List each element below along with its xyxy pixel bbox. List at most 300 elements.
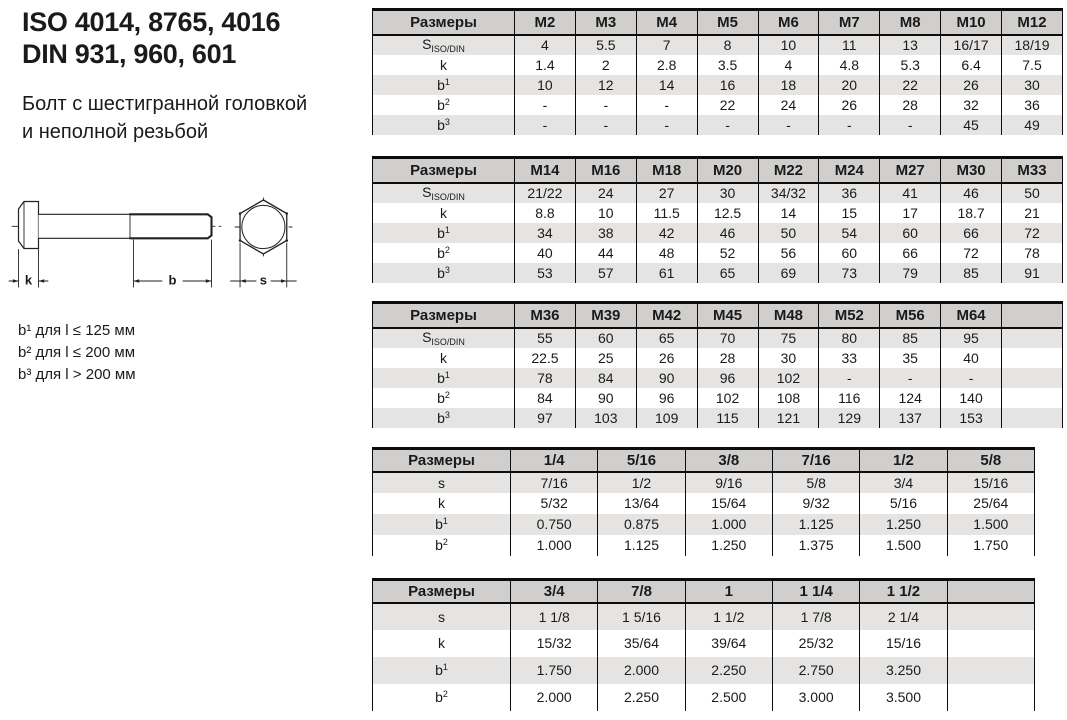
column-header: M42 — [636, 303, 697, 328]
column-header: M7 — [819, 10, 880, 35]
row-label: k — [373, 203, 515, 223]
table-cell: 0.750 — [511, 514, 598, 535]
column-header: M5 — [697, 10, 758, 35]
column-header: 5/8 — [947, 449, 1034, 472]
table-cell: 1.000 — [685, 514, 772, 535]
column-header: 1 — [685, 580, 772, 603]
table-cell: 25/64 — [947, 493, 1034, 514]
table-cell: 7 — [636, 35, 697, 55]
table-cell: 1.375 — [772, 535, 859, 556]
header-row — [373, 580, 1035, 603]
table-cell: 5/32 — [511, 493, 598, 514]
title-din: DIN 931, 960, 601 — [22, 39, 237, 69]
table-cell: 121 — [758, 408, 819, 428]
table-cell — [947, 657, 1034, 684]
table-cell — [1002, 348, 1063, 368]
table-cell: 91 — [1002, 263, 1063, 283]
table-cell: 11.5 — [636, 203, 697, 223]
table-cell: 55 — [515, 328, 576, 348]
table-cell: 2.250 — [685, 657, 772, 684]
row-label: $b^1$ — [373, 368, 515, 388]
table-cell: 30 — [697, 183, 758, 203]
table-cell: - — [697, 115, 758, 135]
table-cell: 18.7 — [941, 203, 1002, 223]
table-cell: 17 — [880, 203, 941, 223]
header-row — [373, 303, 1063, 328]
table-cell: 48 — [636, 243, 697, 263]
column-header — [1002, 303, 1063, 328]
table-cell: 16/17 — [941, 35, 1002, 55]
table-cell: - — [880, 368, 941, 388]
table-cell: 18/19 — [1002, 35, 1063, 55]
row-label: $b^3$ — [373, 408, 515, 428]
table-cell: - — [575, 95, 636, 115]
table-cell: 75 — [758, 328, 819, 348]
table-cell: 33 — [819, 348, 880, 368]
table-cell: 3.250 — [860, 657, 947, 684]
table-cell: 10 — [575, 203, 636, 223]
table-cell: 8 — [697, 35, 758, 55]
table-row — [373, 95, 1063, 115]
column-header: M20 — [697, 158, 758, 183]
table-cell: 1/2 — [598, 472, 685, 493]
table-cell: 80 — [819, 328, 880, 348]
row-label: $b^1$ — [373, 75, 515, 95]
table-cell: 69 — [758, 263, 819, 283]
table-cell: 65 — [697, 263, 758, 283]
row-label: k — [373, 55, 515, 75]
row-label: $b^2$ — [373, 684, 511, 711]
table-cell: 102 — [758, 368, 819, 388]
table-cell: 70 — [697, 328, 758, 348]
row-label: $b^2$ — [373, 95, 515, 115]
column-header: M33 — [1002, 158, 1063, 183]
table-cell: 102 — [697, 388, 758, 408]
table-cell: 95 — [941, 328, 1002, 348]
table-cell: 153 — [941, 408, 1002, 428]
table-row — [373, 603, 1035, 630]
table-cell — [1002, 368, 1063, 388]
table-cell: - — [636, 95, 697, 115]
table-cell: 21 — [1002, 203, 1063, 223]
table-cell: 34 — [515, 223, 576, 243]
column-header: M27 — [880, 158, 941, 183]
table-cell: 84 — [515, 388, 576, 408]
table-metric-m14-m33 — [372, 156, 1063, 283]
row-label-header: Размеры — [373, 580, 511, 603]
table-cell: 4.8 — [819, 55, 880, 75]
column-header: M3 — [575, 10, 636, 35]
table-cell: 97 — [515, 408, 576, 428]
table-cell: 1.750 — [511, 657, 598, 684]
table-cell: 66 — [880, 243, 941, 263]
row-label: s — [373, 603, 511, 630]
column-header: M39 — [575, 303, 636, 328]
column-header: M64 — [941, 303, 1002, 328]
table-cell: 26 — [819, 95, 880, 115]
table-cell: 35 — [880, 348, 941, 368]
column-header: 1 1/2 — [860, 580, 947, 603]
table-cell — [1002, 328, 1063, 348]
table-cell: 6.4 — [941, 55, 1002, 75]
table-cell: 53 — [515, 263, 576, 283]
table-cell: 78 — [515, 368, 576, 388]
table-cell: 85 — [880, 328, 941, 348]
table-cell: 78 — [1002, 243, 1063, 263]
table-row — [373, 263, 1063, 283]
table-cell: 18 — [758, 75, 819, 95]
table-cell: 30 — [758, 348, 819, 368]
table-metric-m2-m12 — [372, 8, 1063, 135]
table-cell: 1.125 — [598, 535, 685, 556]
table-cell: 15/16 — [860, 630, 947, 657]
footnote-b2: b² для l ≤ 200 мм — [18, 344, 136, 361]
column-header: M48 — [758, 303, 819, 328]
table-inch-three-quarters-to-one-and-half — [372, 578, 1035, 711]
table-cell: 22 — [697, 95, 758, 115]
column-header: 1 1/4 — [772, 580, 859, 603]
table-row — [373, 408, 1063, 428]
table-cell: 16 — [697, 75, 758, 95]
table-cell: 109 — [636, 408, 697, 428]
table-cell: 72 — [1002, 223, 1063, 243]
table-cell: 45 — [941, 115, 1002, 135]
table-cell: 15/64 — [685, 493, 772, 514]
table-cell: 54 — [819, 223, 880, 243]
column-header: M56 — [880, 303, 941, 328]
table-cell: 85 — [941, 263, 1002, 283]
table-cell: 90 — [636, 368, 697, 388]
table-cell: 25/32 — [772, 630, 859, 657]
table-cell: 44 — [575, 243, 636, 263]
table-cell: 1.500 — [947, 514, 1034, 535]
table-cell: 35/64 — [598, 630, 685, 657]
column-header: M36 — [515, 303, 576, 328]
table-cell: 12.5 — [697, 203, 758, 223]
table-cell: 1 1/8 — [511, 603, 598, 630]
header-row — [373, 158, 1063, 183]
table-cell: 108 — [758, 388, 819, 408]
table-cell — [1002, 408, 1063, 428]
table-cell: 0.875 — [598, 514, 685, 535]
table-row — [373, 514, 1035, 535]
column-header: M4 — [636, 10, 697, 35]
table-cell: 41 — [880, 183, 941, 203]
table-cell: - — [515, 95, 576, 115]
table-cell: 73 — [819, 263, 880, 283]
table-cell: 15 — [819, 203, 880, 223]
table-cell: 116 — [819, 388, 880, 408]
table-cell: 2 — [575, 55, 636, 75]
table-cell: 137 — [880, 408, 941, 428]
table-cell: - — [880, 115, 941, 135]
column-header: M10 — [941, 10, 1002, 35]
table-cell: 2.500 — [685, 684, 772, 711]
column-header: M8 — [880, 10, 941, 35]
row-label-header: Размеры — [373, 10, 515, 35]
table-cell: 1.125 — [772, 514, 859, 535]
table-cell: 28 — [697, 348, 758, 368]
header-row — [373, 449, 1035, 472]
row-label: $b^2$ — [373, 388, 515, 408]
table-cell: 96 — [697, 368, 758, 388]
row-label-header: Размеры — [373, 158, 515, 183]
row-label: $b^1$ — [373, 657, 511, 684]
subtitle-line1: Болт с шестигранной головкой — [22, 93, 308, 115]
column-header: M2 — [515, 10, 576, 35]
column-header: M30 — [941, 158, 1002, 183]
table-cell: 40 — [515, 243, 576, 263]
table-cell: 66 — [941, 223, 1002, 243]
table-cell: 28 — [880, 95, 941, 115]
column-header: 7/16 — [772, 449, 859, 472]
table-cell: - — [515, 115, 576, 135]
table-cell: 1 5/16 — [598, 603, 685, 630]
column-header: 5/16 — [598, 449, 685, 472]
column-header: M16 — [575, 158, 636, 183]
row-label: $b^2$ — [373, 243, 515, 263]
column-header: M18 — [636, 158, 697, 183]
table-cell: - — [819, 115, 880, 135]
table-cell: 14 — [636, 75, 697, 95]
table-cell: - — [941, 368, 1002, 388]
table-cell: 26 — [941, 75, 1002, 95]
table-cell: 79 — [880, 263, 941, 283]
table-row — [373, 657, 1035, 684]
column-header: M6 — [758, 10, 819, 35]
table-cell: 27 — [636, 183, 697, 203]
table-metric-m36-m64 — [372, 301, 1063, 428]
table-cell: 1.500 — [860, 535, 947, 556]
table-cell: 140 — [941, 388, 1002, 408]
column-header: 1/2 — [860, 449, 947, 472]
column-header: M12 — [1002, 10, 1063, 35]
table-cell: 50 — [758, 223, 819, 243]
table-cell: 15/32 — [511, 630, 598, 657]
table-cell: 20 — [819, 75, 880, 95]
table-cell: 24 — [575, 183, 636, 203]
row-label: k — [373, 493, 511, 514]
table-row — [373, 115, 1063, 135]
column-header: 7/8 — [598, 580, 685, 603]
dimension-b — [134, 240, 212, 288]
footnote-b1: b¹ для l ≤ 125 мм — [18, 322, 136, 339]
header-row — [373, 10, 1063, 35]
table-cell: 50 — [1002, 183, 1063, 203]
row-label: $b^2$ — [373, 535, 511, 556]
table-cell: 1.250 — [685, 535, 772, 556]
table-row — [373, 223, 1063, 243]
table-cell: 30 — [1002, 75, 1063, 95]
table-row — [373, 535, 1035, 556]
table-cell: 2.250 — [598, 684, 685, 711]
column-header: M24 — [819, 158, 880, 183]
table-cell: 14 — [758, 203, 819, 223]
row-label: k — [373, 630, 511, 657]
table-cell: 13/64 — [598, 493, 685, 514]
table-cell: 46 — [941, 183, 1002, 203]
table-cell: 24 — [758, 95, 819, 115]
table-row — [373, 348, 1063, 368]
table-cell: 2.000 — [598, 657, 685, 684]
page-subtitle — [22, 90, 307, 146]
table-cell: 2 1/4 — [860, 603, 947, 630]
table-cell: 11 — [819, 35, 880, 55]
table-cell: 3/4 — [860, 472, 947, 493]
column-header: M14 — [515, 158, 576, 183]
page-title — [22, 6, 280, 70]
table-row — [373, 493, 1035, 514]
table-row — [373, 183, 1063, 203]
table-cell: 15/16 — [947, 472, 1034, 493]
bolt-diagram — [8, 190, 308, 305]
subtitle-line2: и неполной резьбой — [22, 121, 209, 143]
table-cell: 40 — [941, 348, 1002, 368]
row-label: $b^3$ — [373, 263, 515, 283]
table-cell: 32 — [941, 95, 1002, 115]
table-cell — [947, 684, 1034, 711]
table-cell: 34/32 — [758, 183, 819, 203]
table-cell: 8.8 — [515, 203, 576, 223]
table-cell: 1.000 — [511, 535, 598, 556]
row-label: $b^1$ — [373, 223, 515, 243]
row-label: k — [373, 348, 515, 368]
column-header: M45 — [697, 303, 758, 328]
table-row — [373, 35, 1063, 55]
table-cell: 72 — [941, 243, 1002, 263]
table-cell: 10 — [515, 75, 576, 95]
table-cell: 38 — [575, 223, 636, 243]
table-cell: 1.4 — [515, 55, 576, 75]
table-row — [373, 630, 1035, 657]
b-dimension-label: b — [168, 272, 177, 288]
table-cell: 4 — [515, 35, 576, 55]
row-label: $S_{ISO/DIN}$ — [373, 183, 515, 203]
table-cell: 46 — [697, 223, 758, 243]
table-cell: 57 — [575, 263, 636, 283]
footnote-b3: b³ для l > 200 мм — [18, 366, 136, 383]
table-cell: 84 — [575, 368, 636, 388]
table-cell: 5.5 — [575, 35, 636, 55]
table-cell: 96 — [636, 388, 697, 408]
table-cell: 3.000 — [772, 684, 859, 711]
table-cell: 22 — [880, 75, 941, 95]
table-cell: 25 — [575, 348, 636, 368]
table-cell: - — [758, 115, 819, 135]
row-label-header: Размеры — [373, 303, 515, 328]
table-cell: 2.000 — [511, 684, 598, 711]
table-row — [373, 388, 1063, 408]
table-cell — [947, 603, 1034, 630]
table-cell: 39/64 — [685, 630, 772, 657]
table-cell: 5.3 — [880, 55, 941, 75]
table-cell: 129 — [819, 408, 880, 428]
table-row — [373, 684, 1035, 711]
table-row — [373, 203, 1063, 223]
table-cell: - — [636, 115, 697, 135]
row-label: $S_{ISO/DIN}$ — [373, 35, 515, 55]
column-header — [947, 580, 1034, 603]
table-cell: 1 7/8 — [772, 603, 859, 630]
table-cell: 115 — [697, 408, 758, 428]
table-cell: 10 — [758, 35, 819, 55]
table-cell: 42 — [636, 223, 697, 243]
s-dimension-label: s — [259, 272, 268, 288]
table-cell: 56 — [758, 243, 819, 263]
table-cell: 7.5 — [1002, 55, 1063, 75]
column-header: 1/4 — [511, 449, 598, 472]
column-header: M52 — [819, 303, 880, 328]
table-row — [373, 75, 1063, 95]
table-cell: 60 — [819, 243, 880, 263]
table-cell: 3.500 — [860, 684, 947, 711]
table-cell: 9/16 — [685, 472, 772, 493]
title-iso: ISO 4014, 8765, 4016 — [22, 7, 281, 37]
table-cell — [1002, 388, 1063, 408]
table-row — [373, 368, 1063, 388]
table-cell: 13 — [880, 35, 941, 55]
row-label-header: Размеры — [373, 449, 511, 472]
table-cell: 12 — [575, 75, 636, 95]
table-cell: 65 — [636, 328, 697, 348]
table-row — [373, 55, 1063, 75]
table-cell: 1.750 — [947, 535, 1034, 556]
table-cell: 61 — [636, 263, 697, 283]
table-cell — [947, 630, 1034, 657]
table-cell: - — [819, 368, 880, 388]
row-label: s — [373, 472, 511, 493]
table-cell: 52 — [697, 243, 758, 263]
bolt-head-end-view — [235, 198, 292, 256]
table-cell: 60 — [575, 328, 636, 348]
table-cell: - — [575, 115, 636, 135]
row-label: $S_{ISO/DIN}$ — [373, 328, 515, 348]
table-cell: 36 — [819, 183, 880, 203]
table-cell: 1 1/2 — [685, 603, 772, 630]
table-cell: 2.750 — [772, 657, 859, 684]
column-header: M22 — [758, 158, 819, 183]
table-row — [373, 243, 1063, 263]
row-label: $b^3$ — [373, 115, 515, 135]
table-cell: 36 — [1002, 95, 1063, 115]
footnotes — [18, 320, 136, 386]
table-cell: 90 — [575, 388, 636, 408]
table-cell: 26 — [636, 348, 697, 368]
table-cell: 49 — [1002, 115, 1063, 135]
bolt-head-side-view — [19, 202, 39, 249]
table-row — [373, 472, 1035, 493]
table-row — [373, 328, 1063, 348]
table-cell: 103 — [575, 408, 636, 428]
dimension-k — [9, 250, 48, 288]
table-cell: 124 — [880, 388, 941, 408]
table-cell: 60 — [880, 223, 941, 243]
table-cell: 3.5 — [697, 55, 758, 75]
table-cell: 2.8 — [636, 55, 697, 75]
table-cell: 7/16 — [511, 472, 598, 493]
table-cell: 5/8 — [772, 472, 859, 493]
column-header: 3/4 — [511, 580, 598, 603]
k-dimension-label: k — [24, 272, 33, 288]
table-cell: 9/32 — [772, 493, 859, 514]
column-header: 3/8 — [685, 449, 772, 472]
table-cell: 4 — [758, 55, 819, 75]
table-cell: 21/22 — [515, 183, 576, 203]
bolt-shank — [39, 214, 212, 238]
table-cell: 5/16 — [860, 493, 947, 514]
row-label: $b^1$ — [373, 514, 511, 535]
table-inch-quarter-to-five-eighths — [372, 447, 1035, 556]
